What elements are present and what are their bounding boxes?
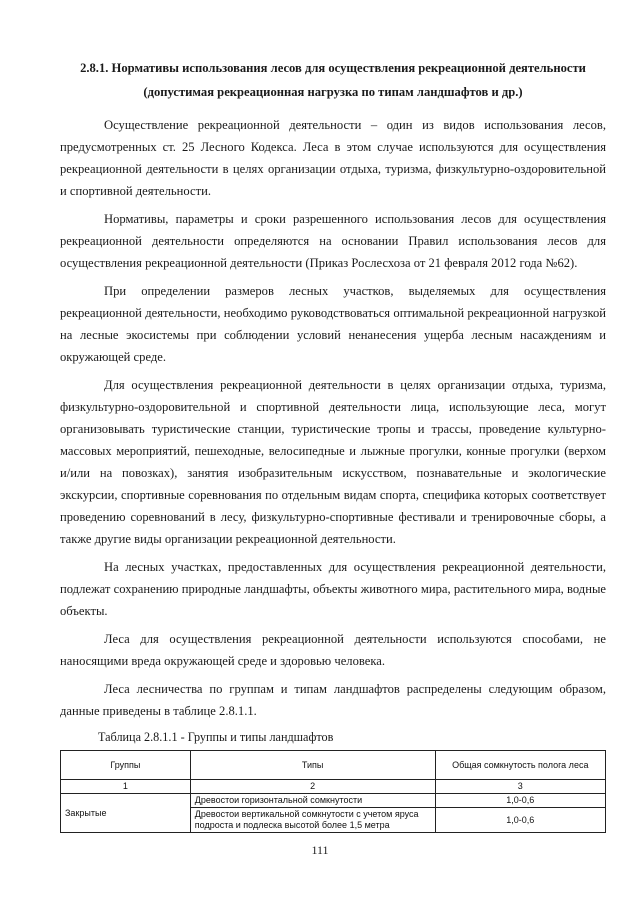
- header-groups: Группы: [61, 751, 191, 780]
- page-number: 111: [311, 843, 329, 857]
- closure-cell: 1,0-0,6: [435, 808, 605, 833]
- paragraph-3: При определении размеров лесных участков, выделяемых для осуществления рекреационной деятельности, необходимо руководствоваться оптимальной рекреационной нагрузкой на лесные экосистемы при соблюдении условий ненанесения ущерба лесным насаждениям и окружающей среде.: [60, 284, 606, 364]
- closure-cell: 1,0-0,6: [435, 794, 605, 808]
- section-heading-line-1: 2.8.1. Нормативы использования лесов для осуществления рекреационной деятельности: [80, 61, 586, 75]
- column-number-1: 1: [61, 780, 191, 794]
- type-cell: Древостои вертикальной сомкнутости с учетом яруса подроста и подлеска высотой более 1,5 метра: [190, 808, 435, 833]
- table-header-row: [61, 751, 606, 780]
- table-caption: Таблица 2.8.1.1 - Группы и типы ландшафтов: [98, 730, 334, 744]
- section-heading-line-2: (допустимая рекреационная нагрузка по типам ландшафтов и др.): [143, 85, 523, 99]
- group-cell: Закрытые: [61, 794, 191, 833]
- landscape-table: [60, 750, 606, 833]
- table-number-row: [61, 780, 606, 794]
- section-heading: [60, 56, 606, 104]
- page-content: [60, 56, 606, 833]
- paragraph-2: Нормативы, параметры и сроки разрешенного использования лесов для осуществления рекреационной деятельности определяются на основании Правил использования лесов для осуществления рекреационной деятельности (Приказ Рослесхоза от 21 февраля 2012 года №62).: [60, 212, 606, 270]
- paragraph-6: Леса для осуществления рекреационной деятельности используются способами, не наносящими вреда окружающей среде и здоровью человека.: [60, 632, 606, 668]
- header-closure: Общая сомкнутость полога леса: [435, 751, 605, 780]
- column-number-2: 2: [190, 780, 435, 794]
- paragraph-7: Леса лесничества по группам и типам ландшафтов распределены следующим образом, данные приведены в таблице 2.8.1.1.: [60, 682, 606, 718]
- paragraph-4: Для осуществления рекреационной деятельности в целях организации отдыха, туризма, физкультурно-оздоровительной и спортивной деятельности лица, использующие леса, могут организовывать туристические станции, туристические тропы и трассы, проведение культурно-массовых мероприятий, пешеходные, велосипедные и лыжные прогулки, конные прогулки (верхом и/или на повозках), занятия изобразительным искусством, познавательные и экологические экскурсии, спортивные соревнования по отдельным видам спорта, специфика которых соответствует проведению соревнований в лесу, физкультурно-спортивные фестивали и тренировочные сборы, а также другие виды организации рекреационной деятельности.: [60, 378, 606, 546]
- column-number-3: 3: [435, 780, 605, 794]
- table-row: [61, 794, 606, 808]
- type-cell: Древостои горизонтальной сомкнутости: [190, 794, 435, 808]
- paragraph-1: Осуществление рекреационной деятельности – один из видов использования лесов, предусмотренных ст. 25 Лесного Кодекса. Леса в этом случае используются для осуществления рекреационной деятельности в целях организации отдыха, туризма, физкультурно-оздоровительной и спортивной деятельности.: [60, 118, 606, 198]
- paragraph-5: На лесных участках, предоставленных для осуществления рекреационной деятельности, подлежат сохранению природные ландшафты, объекты животного мира, растительного мира, водные объекты.: [60, 560, 606, 618]
- header-types: Типы: [190, 751, 435, 780]
